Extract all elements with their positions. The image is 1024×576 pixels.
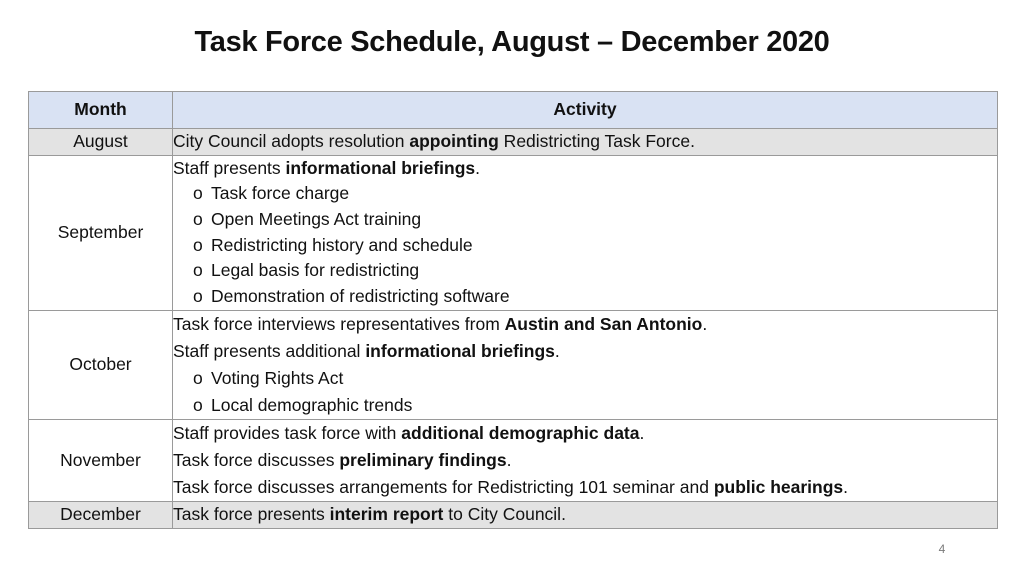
bullet-marker: o [193, 260, 203, 281]
table-row-december [29, 501, 998, 528]
table-row-october [29, 310, 998, 419]
activity-cell [173, 129, 998, 156]
bullet-item: o Local demographic trends [173, 392, 997, 419]
bullet-marker: o [193, 367, 203, 388]
bullet-item: o Legal basis for redistricting [173, 258, 997, 284]
month-cell: September [29, 155, 173, 310]
table-row-august [29, 129, 998, 156]
page-number: 4 [938, 542, 946, 556]
bullet-marker: o [193, 286, 203, 307]
month-cell: October [29, 310, 173, 419]
activity-line: Staff provides task force with additional demographic data. [173, 422, 645, 443]
month-cell: December [29, 501, 173, 528]
bullet-item: o Demonstration of redistricting software [173, 284, 997, 310]
table-row-september [29, 155, 998, 310]
bullet-marker: o [193, 234, 203, 255]
month-cell: August [29, 129, 173, 156]
activity-line: Task force interviews representatives from Austin and San Antonio. [173, 313, 708, 334]
bullet-item: o Voting Rights Act [173, 365, 997, 392]
bullet-item: o Redistricting history and schedule [173, 233, 997, 259]
table-row-november [29, 419, 998, 501]
activity-line: Task force discusses preliminary findings. [173, 449, 512, 470]
activity-line: Task force presents interim report to City Council. [173, 503, 566, 524]
month-column-header: Month [29, 92, 173, 129]
activity-cell [173, 155, 998, 310]
bullet-marker: o [193, 183, 203, 204]
schedule-table [28, 91, 998, 529]
bullet-marker: o [193, 209, 203, 230]
activity-line: Task force discusses arrangements for Redistricting 101 seminar and public hearings. [173, 476, 849, 497]
bullet-marker: o [193, 394, 203, 415]
activity-line: Staff presents additional informational briefings. [173, 340, 560, 361]
activity-line: Staff presents informational briefings. [173, 157, 481, 178]
table-header-row [29, 92, 998, 129]
activity-line: City Council adopts resolution appointing Redistricting Task Force. [173, 131, 695, 151]
bullet-item: o Open Meetings Act training [173, 207, 997, 233]
activity-cell [173, 419, 998, 501]
activity-column-header: Activity [173, 92, 998, 129]
activity-cell [173, 310, 998, 419]
activity-cell [173, 501, 998, 528]
month-cell: November [29, 419, 173, 501]
bullet-item: o Task force charge [173, 181, 997, 207]
slide-title: Task Force Schedule, August – December 2020 [194, 26, 830, 58]
